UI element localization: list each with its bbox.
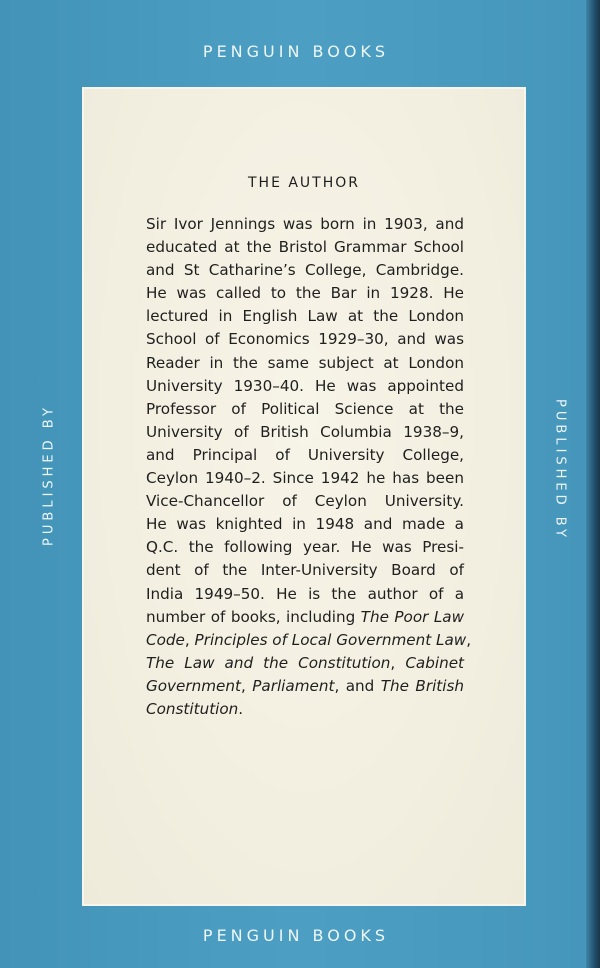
bio-line (146, 375, 464, 398)
bio-text: , (466, 630, 472, 649)
bio-text: Sir Ivor Jennings was born in 1903, and (146, 215, 464, 233)
bio-text: , and (334, 676, 381, 695)
bio-line (146, 398, 464, 421)
bio-line (146, 629, 472, 652)
bio-line (146, 536, 464, 559)
bio-line (146, 282, 464, 305)
book-title: Parliament (252, 676, 335, 695)
book-title: The Law and the Constitution (146, 653, 391, 672)
bio-line (146, 490, 464, 513)
bio-line (146, 444, 464, 467)
bio-text: . (238, 699, 244, 718)
bio-text: He was knighted in 1948 and made a (146, 515, 464, 534)
book-title: Government (146, 676, 241, 695)
book-title: Code (146, 630, 185, 649)
book-title: Cabinet (405, 653, 465, 672)
bio-text: He was called to the Bar in 1928. He (146, 284, 464, 303)
author-biography (146, 213, 472, 721)
bio-text: Professor of Political Science at the (146, 399, 464, 418)
bio-text: , (184, 630, 195, 649)
bio-text: Ceylon 1940–2. Since 1942 he has been (146, 469, 464, 488)
bio-text: , (390, 653, 406, 672)
bio-line (146, 305, 464, 328)
publisher-brand-top: PENGUIN BOOKS (202, 42, 390, 61)
author-heading: THE AUTHOR (247, 175, 361, 191)
bio-line (146, 352, 464, 375)
bio-text: Q.C. the following year. He was Presi- (146, 538, 464, 557)
published-by-right: PUBLISHED BY (552, 399, 568, 541)
book-title: The British (380, 676, 464, 695)
book-title: The Poor Law (360, 607, 465, 626)
bio-line (146, 467, 464, 490)
bio-text: Reader in the same subject at London (146, 353, 464, 372)
bio-line (146, 513, 464, 536)
publisher-brand-bottom: PENGUIN BOOKS (202, 926, 390, 945)
book-title: Principles of Local Government Law (194, 630, 467, 649)
bio-text: , (240, 676, 253, 695)
bio-text: and St Catharine’s College, Cambridge. (146, 261, 464, 280)
bio-text: and Principal of University College, (146, 445, 464, 464)
bio-text: School of Economics 1929–30, and was (146, 330, 464, 349)
bio-line (146, 652, 464, 675)
bio-line (146, 213, 464, 236)
bio-line (146, 606, 464, 629)
bio-line (146, 583, 464, 606)
bio-line (146, 675, 464, 698)
bio-text: number of books, including (146, 607, 361, 626)
bio-line (146, 259, 464, 282)
bio-text: Vice-Chancellor of Ceylon University. (146, 492, 464, 511)
bio-line (146, 559, 464, 582)
author-panel (82, 87, 526, 906)
bio-text: University of British Columbia 1938–9, (146, 422, 464, 441)
book-title: Constitution (146, 699, 239, 718)
bio-line (146, 328, 464, 351)
bio-text: dent of the Inter-University Board of (146, 561, 464, 580)
bio-text: educated at the Bristol Grammar School (146, 238, 464, 257)
bio-line (146, 236, 464, 259)
bio-text: lectured in English Law at the London (146, 307, 464, 326)
bio-line (146, 698, 464, 721)
published-by-left: PUBLISHED BY (41, 404, 57, 546)
bio-line (146, 421, 464, 444)
bio-text: India 1949–50. He is the author of a (146, 584, 464, 603)
bio-text: University 1930–40. He was appointed (146, 376, 464, 395)
book-edge (586, 0, 600, 968)
